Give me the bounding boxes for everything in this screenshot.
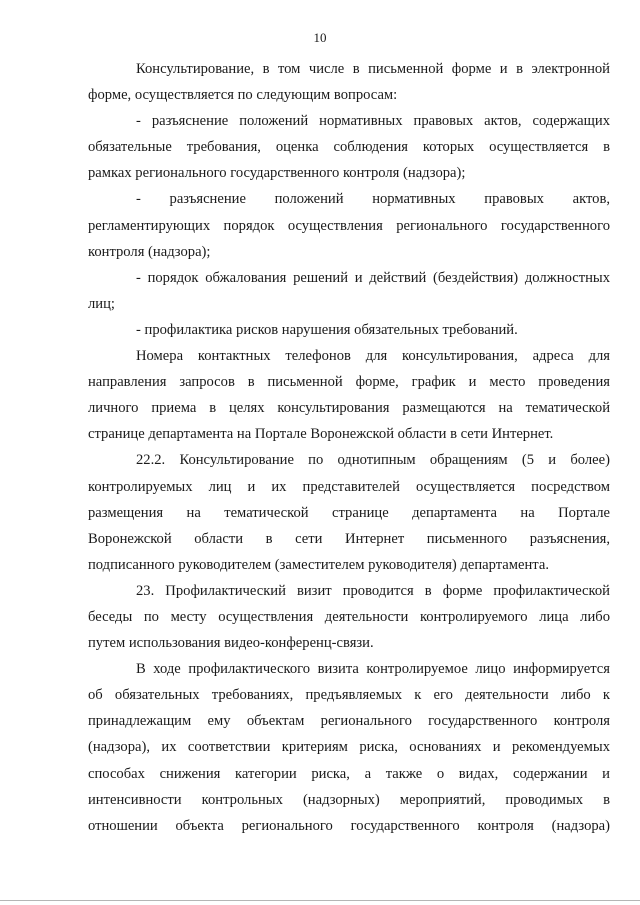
text-line: отношении объекта регионального государственного контроля (надзора) — [88, 817, 610, 834]
text-line: Номера контактных телефонов для консультирования, адреса для — [136, 348, 610, 365]
text-line: принадлежащим ему объектам регионального государственного контроля — [88, 713, 610, 730]
text-line: интенсивности контрольных (надзорных) мероприятий, проводимых в — [88, 791, 610, 808]
text-line: форме, осуществляется по следующим вопросам: — [88, 87, 398, 104]
text-line: Консультирование, в том числе в письменной форме и в электронной — [136, 61, 610, 77]
text-line: размещения на тематической странице департамента на Портале — [88, 504, 610, 521]
text-line: странице департамента на Портале Воронежской области в сети Интернет. — [88, 426, 554, 443]
text-line: В ходе профилактического визита контролируемое лицо информируется — [136, 661, 610, 678]
text-line: Воронежской области в сети Интернет письменного разъяснения, — [88, 530, 610, 547]
document-body — [88, 56, 610, 839]
text-line: личного приема в целях консультирования размещаются на тематической — [88, 400, 610, 417]
text-line: - порядок обжалования решений и действий (бездействия) должностных — [136, 269, 610, 286]
text-line: путем использования видео-конференц-связи. — [88, 635, 374, 652]
text-line: контролируемых лиц и их представителей осуществляется посредством — [88, 478, 610, 495]
text-line: способах снижения категории риска, а также о видах, содержании и — [88, 765, 610, 782]
text-line: лиц; — [88, 295, 115, 312]
text-line: - профилактика рисков нарушения обязательных требований. — [136, 321, 518, 338]
text-line: направления запросов в письменной форме, график и место проведения — [88, 374, 610, 391]
text-line: - разъяснение положений нормативных правовых актов, содержащих — [136, 113, 610, 130]
text-line: контроля (надзора); — [88, 243, 211, 260]
text-line: об обязательных требованиях, предъявляемых к его деятельности либо к — [88, 687, 610, 704]
text-line: беседы по месту осуществления деятельности контролируемого лица либо — [88, 608, 610, 625]
text-line: регламентирующих порядок осуществления регионального государственного — [88, 217, 610, 234]
text-line: (надзора), их соответствии критериям риска, основаниях и рекомендуемых — [88, 739, 610, 756]
text-line: 23. Профилактический визит проводится в форме профилактической — [136, 582, 610, 599]
text-line: обязательные требования, оценка соблюдения которых осуществляется в — [88, 139, 610, 156]
page-edge-rule — [0, 900, 640, 901]
text-line: 22.2. Консультирование по однотипным обращениям (5 и более) — [136, 452, 610, 469]
text-line: подписанного руководителем (заместителем руководителя) департамента. — [88, 556, 549, 573]
text-line: - разъяснение положений нормативных правовых актов, — [136, 191, 610, 208]
text-line: рамках регионального государственного контроля (надзора); — [88, 165, 466, 182]
page-number: 10 — [313, 30, 327, 45]
